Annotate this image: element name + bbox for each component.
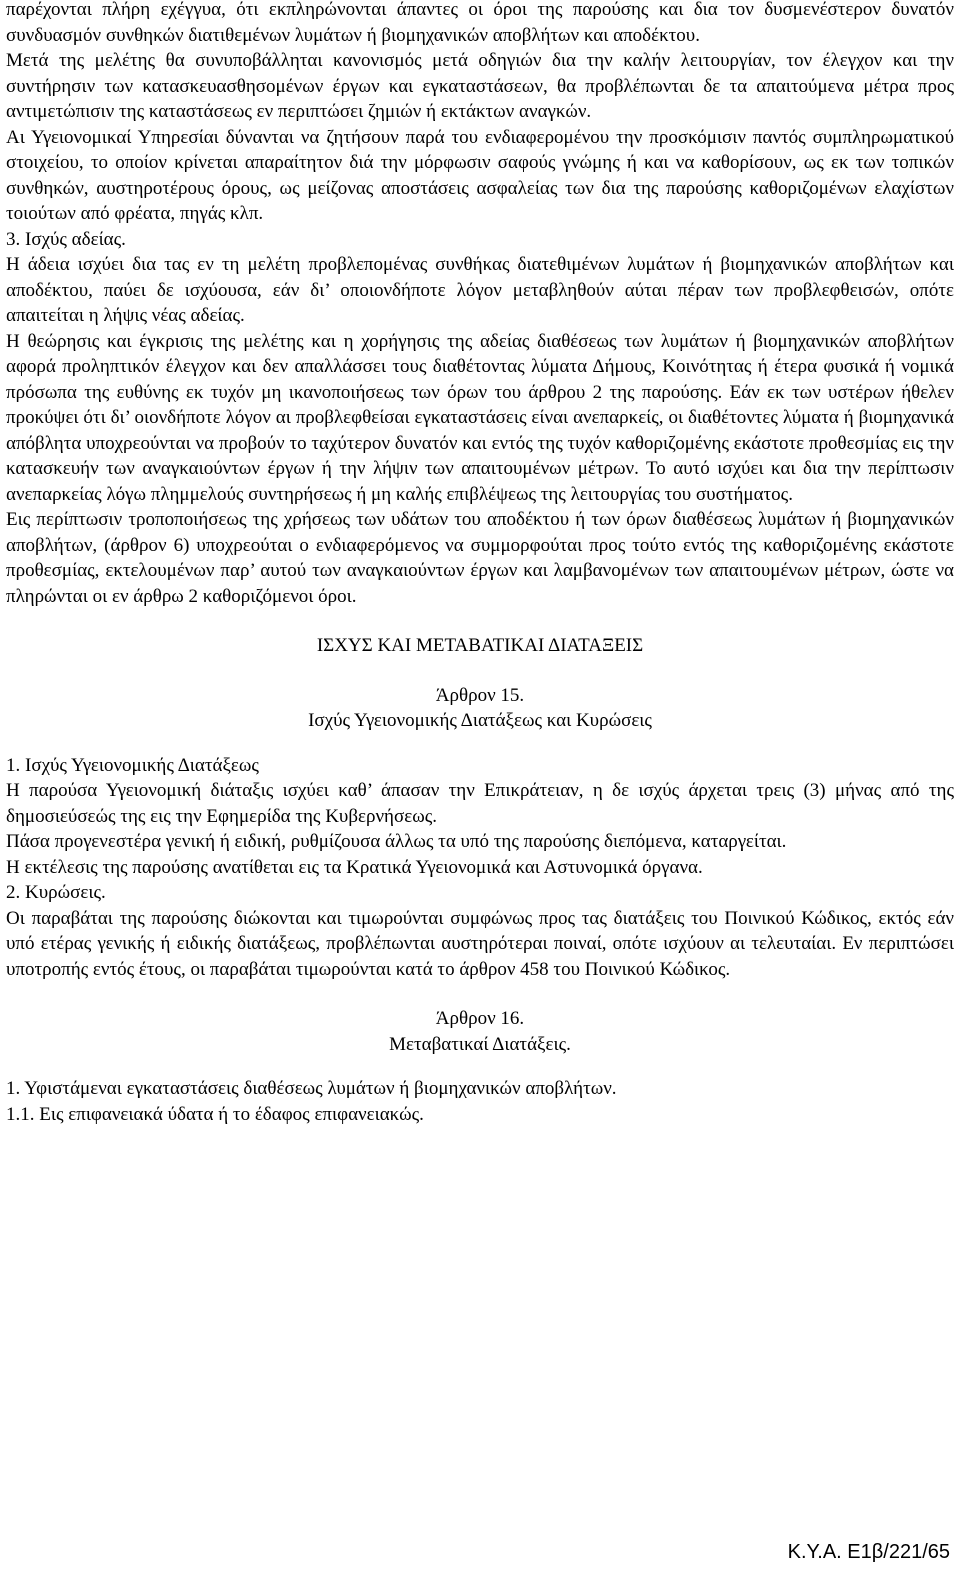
article-16-item-1-1: 1.1. Εις επιφανειακά ύδατα ή το έδαφος επιφανειακώς. [6,1103,424,1125]
paragraph-review: Η θεώρησις και έγκρισις της μελέτης και η χορήγησις της αδείας διαθέσεως των λυμάτων ή βιομηχανικών αποβλήτων αφορά προληπτικόν έλεγχον και δεν απαλλάσσει τους διαθέτοντας λύματα Δήμους, Κοινότητας ή έτερα φυσικά ή νομικά πρόσωπα της ευθύνης εκ τυχόν μη ικανοποιήσεως των όρων του άρθρου 2 της παρούσης. Εάν εκ των υστέρων ήθελεν προκύψει ότι δι’ οιονδήποτε λόγον αι προβλεφθείσαι εγκαταστάσεις είναι ανεπαρκείς, οι διαθέτοντες λύματα ή βιομηχανικά απόβλητα υποχρεούνται να προβούν το ταχύτερον δυνατόν και εντός της τυχόν καθοριζομένης εκάστοτε προθεσμίας εις την κατασκευήν των αναγκαιούντων έργων ή την λήψιν των απαιτουμένων μέτρων. Το αυτό ισχύει και δια την περίπτωσιν ανεπαρκείας λόγω πλημμελούς συντηρήσεως ή μη καλής επιβλέψεως της λειτουργίας του συστήματος. [6,330,954,505]
spacer [6,734,954,753]
paragraph-health-services: Αι Υγειονομικαί Υπηρεσίαι δύνανται να ζητήσουν παρά του ενδιαφερομένου την προσκόμισιν παντός συμπληρωματικού στοιχείου, το οποίον κρίνεται απαραίτητον διά την μόρφωσιν σαφούς γνώμης ή και να καθορίσουν, ως εκ των τοπικών συνθηκών, αυστηροτέρους όρους, ως μείζονας αποστάσεις ασφαλείας των δια της παρούσης καθοριζομένων ελαχίστων τοιούτων από φρέατα, πηγάς κλπ. [6,126,954,224]
page-footer-reference: Κ.Υ.Α. Ε1β/221/65 [787,1541,950,1563]
article-15-item-2-paragraph: Οι παραβάται της παρούσης διώκονται και τιμωρούνται συμφώνως προς τας διατάξεις του Ποινικού Κώδικος, εκτός εάν υπό ετέρας γενικής ή ειδικής διατάξεως, προβλέπωνται αυστηρότεραι ποιναί, οπότε ισχύουν αι τελευταίαι. Εν περιπτώσει υποτροπής εντός έτους, οι παραβάται τιμωρούνται κατά το άρθρον 458 του Ποινικού Κώδικος. [6,907,954,980]
spacer [6,1057,954,1076]
article-15-item-1-paragraph-2: Πάσα προγενεστέρα γενική ή ειδική, ρυθμίζουσα άλλως τα υπό της παρούσης διεπόμενα, καταργείται. [6,831,787,852]
paragraph-intro: παρέχονται πλήρη εχέγγυα, ότι εκπληρώνονται άπαντες οι όροι της παρούσης και δια τον δυσμενέστερον δυνατόν συνδυασμόν συνθηκών διατιθεμένων λυμάτων ή βιομηχανικών αποβλήτων και αποδέκτου. [6,0,954,46]
article-15-item-1-heading: 1. Ισχύς Υγειονομικής Διατάξεως [6,754,259,776]
heading-permit-validity: 3. Ισχύς αδείας. [6,228,126,250]
article-16-item-1: 1. Υφιστάμεναι εγκαταστάσεις διαθέσεως λυμάτων ή βιομηχανικών αποβλήτων. [6,1078,617,1099]
spacer [6,982,954,1006]
article-15-number: Άρθρον 15. [435,684,525,706]
paragraph-modification: Εις περίπτωσιν τροποποιήσεως της χρήσεως των υδάτων του αποδέκτου ή των όρων διαθέσεως λυμάτων ή βιομηχανικών αποβλήτων, (άρθρον 6) υποχρεούται ο ενδιαφερόμενος να συμμορφούται προς τούτο εντός της καθοριζομένης εκάστοτε προθεσμίας, εκτελουμένων παρ’ αυτού των αναγκαιούντων έργων και λαμβανομένων των απαιτουμένων μέτρων, ώστε να πληρώνται οι εν άρθρω 2 καθοριζόμενοι όροι. [6,509,954,607]
spacer [6,659,954,683]
article-15-item-1-paragraph-3: Η εκτέλεσις της παρούσης ανατίθεται εις τα Κρατικά Υγειονομικά και Αστυνομικά όργανα. [6,856,703,878]
article-15-title: Ισχύς Υγειονομικής Διατάξεως και Κυρώσεις [308,710,652,731]
paragraph-regulation: Μετά της μελέτης θα συνυποβάλληται κανονισμός μετά οδηγιών δια την καλήν λειτουργίαν, τον έλεγχον και την συντήρησιν των κατασκευασθησομένων έργων και εγκαταστάσεων, θα προβλέπωνται δε τα απαιτούμενα μέτρα προς αντιμετώπισιν της καταστάσεως εν περιπτώσει ζημιών ή εκτάκτων αναγκών. [6,50,954,122]
spacer [6,609,954,633]
article-16-title: Μεταβατικαί Διατάξεις. [389,1033,571,1055]
article-15-item-1-paragraph-1: Η παρούσα Υγειονομική διάταξις ισχύει καθ’ άπασαν την Επικράτειαν, η δε ισχύς άρχεται τρεις (3) μήνας από της δημοσιεύσεώς της εις την Εφημερίδα της Κυβερνήσεως. [6,780,954,827]
paragraph-permit: Η άδεια ισχύει δια τας εν τη μελέτη προβλεπομένας συνθήκας διατεθιμένων λυμάτων ή βιομηχανικών αποβλήτων και αποδέκτου, παύει δε ισχύουσα, εάν δι’ οποιονδήποτε λόγον μεταβληθούν αύται πέραν των προβλεφθεισών, οπότε απαιτείται η λήψις νέας αδείας. [6,254,954,326]
section-title: ΙΣΧΥΣ ΚΑΙ ΜΕΤΑΒΑΤΙΚΑΙ ΔΙΑΤΑΞΕΙΣ [316,635,644,656]
document-page [6,0,954,1127]
article-16-number: Άρθρον 16. [435,1008,525,1029]
article-15-item-2-heading: 2. Κυρώσεις. [6,882,106,903]
